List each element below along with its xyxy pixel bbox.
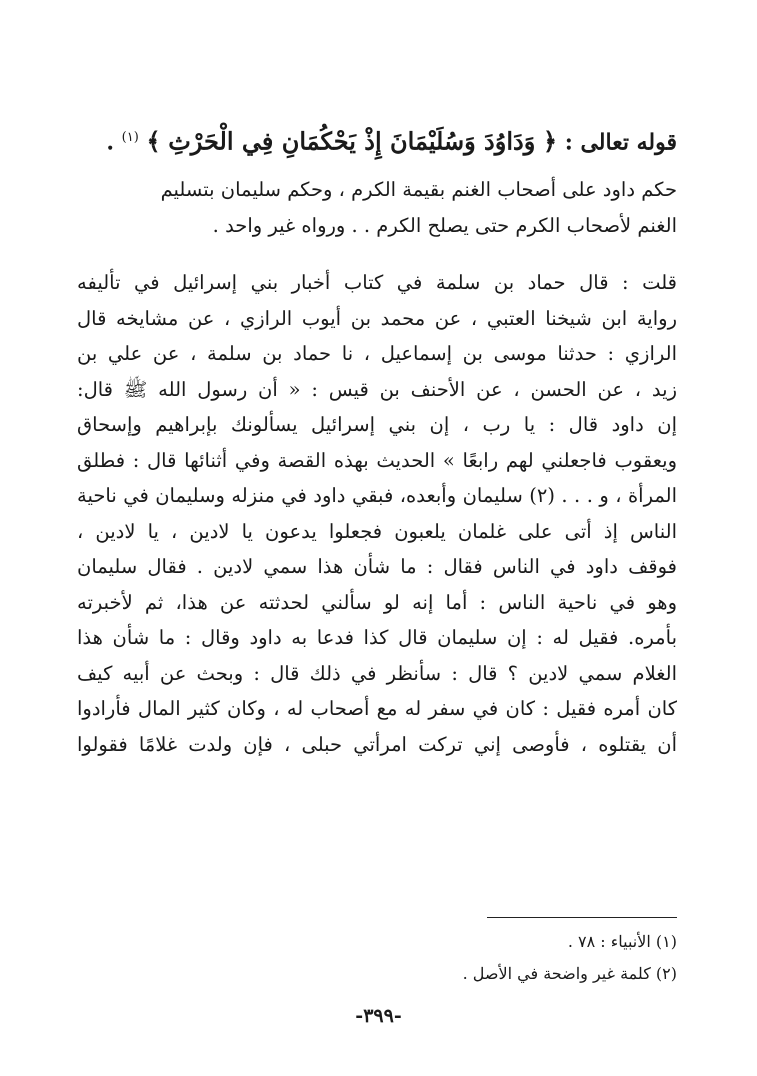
text-line: فوقف داود في الناس فقال : ما شأن هذا سمي لادين . فقال سليمان: [77, 555, 677, 578]
close-quran-bracket: ﴾: [146, 126, 161, 156]
text-line: ويعقوب فاجعلني لهم رابعًا » الحديث بهذه القصة وفي أثنائها قال : فطلق: [77, 448, 677, 472]
text-line: الغنم لأصحاب الكرم حتى يصلح الكرم . . ورواه غير واحد .: [212, 214, 677, 237]
text-line: الرازي : حدثنا موسى بن إسماعيل ، نا حماد بن سلمة ، عن علي بن: [77, 342, 677, 365]
text-line: الغلام سمي لادين ؟ قال : سأنظر في ذلك قال : وبحث عن أبيه كيف: [77, 661, 677, 685]
quran-verse: وَدَاوُدَ وَسُلَيْمَانَ إِذْ يَحْكُمَانِ فِي الْحَرْثِ: [168, 126, 536, 156]
text-line: حكم داود على أصحاب الغنم بقيمة الكرم ، وحكم سليمان بتسليم: [160, 178, 677, 201]
text-line: المرأة ، و . . . (٢) سليمان وأبعده، فبقي داود في منزله وسليمان في ناحية: [77, 484, 677, 507]
heading-end: .: [106, 129, 114, 156]
footnote-2: (٢) كلمة غير واضحة في الأصل .: [462, 964, 677, 983]
text-line: وهو في ناحية الناس : أما إنه لو سألني لحدثته عن هذا، ثم لأخبرته: [77, 590, 677, 614]
footnote-divider: [487, 917, 677, 918]
heading-lead: قوله تعالى :: [564, 129, 677, 156]
verse-heading: [77, 118, 677, 162]
text-line: أن يقتلوه ، فأوصى إني تركت امرأتي حبلى ، فإن ولدت غلامًا فقولوا: [77, 732, 677, 756]
text-line: إن داود قال : يا رب ، إن بني إسرائيل يسألونك بإبراهيم وإسحاق: [77, 413, 677, 436]
open-quran-bracket: ﴿: [542, 126, 558, 156]
text-line: قلت : قال حماد بن سلمة في كتاب أخبار بني إسرائيل في تأليفه: [77, 271, 677, 294]
text-line: كان أمره فقيل : كان في سفر له مع أصحاب له ، وكان كثير المال فأرادوا: [77, 697, 677, 720]
paragraph-ruling: [77, 172, 677, 244]
text-line: بأمره. فقيل له : إن سليمان قال كذا فدعا به داود وقال : ما شأن هذا: [77, 626, 677, 649]
page-number: -٣٩٩-: [355, 1005, 402, 1027]
text-line: رواية ابن شيخنا العتبي ، عن محمد بن أيوب الرازي ، عن مشايخه قال: [77, 306, 677, 330]
text-line: الناس إذ أتى على غلمان يلعبون فجعلوا يدعون يا لادين ، يا لادين ،: [77, 519, 677, 543]
footnote-1: (١) الأنبياء : ٧٨ .: [567, 932, 677, 951]
footnote-marker-1: (١): [121, 130, 139, 145]
paragraph-narration: [77, 265, 677, 762]
text-line: زيد ، عن الحسن ، عن الأحنف بن قيس : « أن رسول الله ﷺ قال:: [77, 377, 677, 401]
